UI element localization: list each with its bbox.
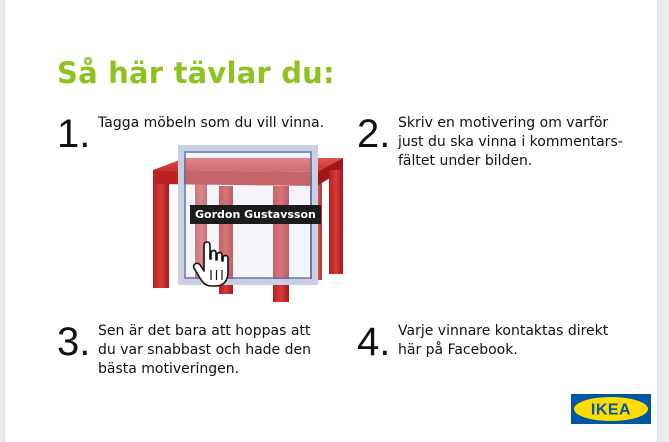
contest-image-card xyxy=(4,0,658,442)
tag-name-label: Gordon Gustavsson xyxy=(190,205,321,224)
headline: Så här tävlar du: xyxy=(57,56,335,90)
step-2-text: Skriv en motivering om varför just du ska vinna i kommentars- fältet under bilden. xyxy=(398,115,623,169)
ikea-logo-text: IKEA xyxy=(590,401,632,419)
step-4-number: 4. xyxy=(357,320,391,364)
step-3-number: 3. xyxy=(57,320,91,364)
step-2-number: 2. xyxy=(357,112,391,156)
step-3-text: Sen är det bara att hoppas att du var snabbast och hade den bästa motiveringen. xyxy=(98,323,311,377)
step-4-text: Varje vinnare kontaktas direkt här på Facebook. xyxy=(398,323,609,358)
table-leg-front-left xyxy=(153,184,169,288)
table-illustration xyxy=(145,140,355,310)
step-1-text: Tagga möbeln som du vill vinna. xyxy=(98,115,325,131)
step-1-number: 1. xyxy=(57,112,91,156)
table-leg-right xyxy=(329,170,343,274)
ikea-logo xyxy=(571,394,651,424)
